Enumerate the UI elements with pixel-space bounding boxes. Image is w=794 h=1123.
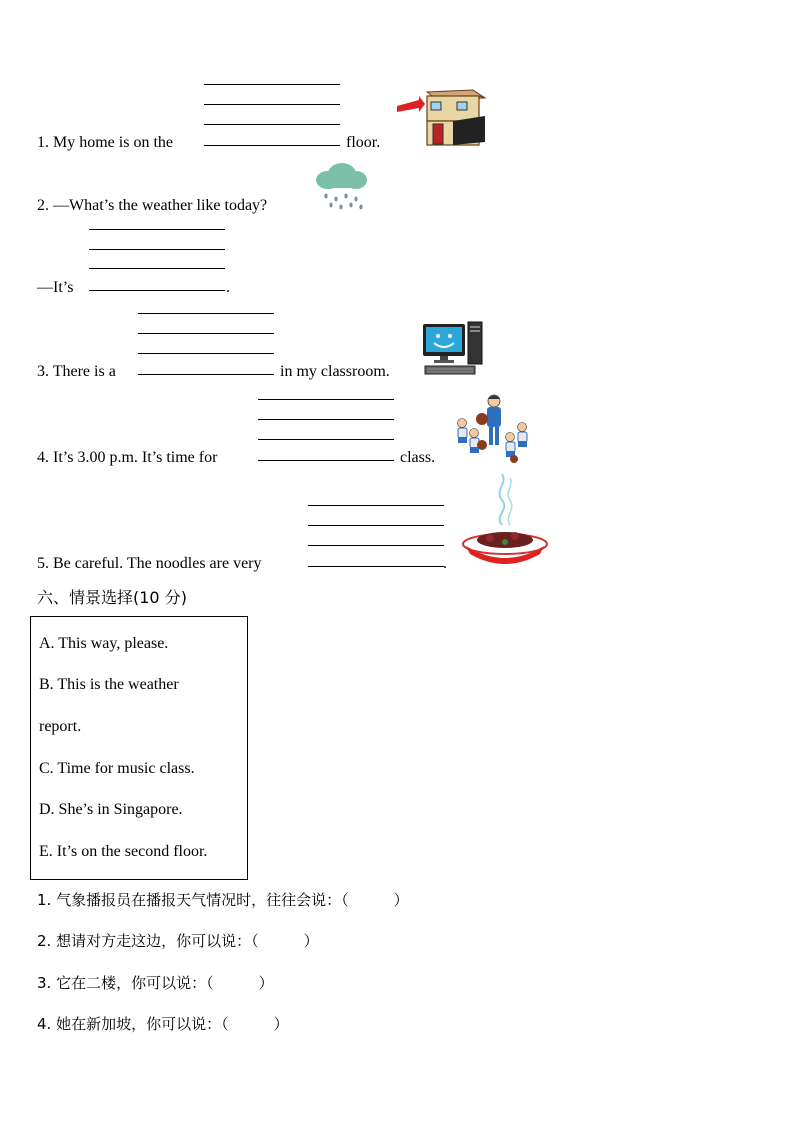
house-icon: [395, 86, 490, 148]
pe-class-icon: [452, 393, 532, 465]
writing-guide-line: [204, 124, 340, 125]
writing-guide-line: [138, 333, 274, 334]
writing-guide-line: [89, 268, 225, 269]
rain-cloud-icon: [314, 162, 368, 212]
noodles-icon: [460, 470, 550, 570]
writing-guide-line: [258, 439, 394, 440]
question-suffix: in my classroom.: [280, 363, 390, 380]
question-suffix: floor.: [346, 134, 381, 151]
option-b-continued: report.: [39, 718, 82, 735]
option-c: C. Time for music class.: [39, 760, 195, 777]
question-text: 1. My home is on the: [37, 134, 173, 151]
question-suffix: .: [443, 555, 447, 572]
question-text: 3. There is a: [37, 363, 116, 380]
answer-line[interactable]: [89, 290, 225, 291]
answer-line[interactable]: [258, 460, 394, 461]
option-b: B. This is the weather: [39, 676, 179, 693]
writing-guide-line: [258, 399, 394, 400]
section-title: 六、情景选择(10 分): [37, 588, 187, 607]
question-text: 4. It’s 3.00 p.m. It’s time for: [37, 449, 218, 466]
question-text: 2. —What’s the weather like today?: [37, 197, 268, 214]
option-e: E. It’s on the second floor.: [39, 843, 208, 860]
answer-line[interactable]: [204, 145, 340, 146]
question-suffix: class.: [400, 449, 436, 466]
writing-guide-line: [204, 104, 340, 105]
computer-icon: [421, 320, 485, 376]
answer-prefix: —It’s: [37, 279, 74, 296]
writing-guide-line: [308, 545, 444, 546]
writing-guide-line: [258, 419, 394, 420]
choice-question-1: 1. 气象播报员在播报天气情况时，往往会说：（ ）: [37, 891, 409, 909]
writing-guide-line: [89, 249, 225, 250]
writing-guide-line: [308, 505, 444, 506]
question-text: 5. Be careful. The noodles are very: [37, 555, 262, 572]
writing-guide-line: [89, 229, 225, 230]
option-d: D. She’s in Singapore.: [39, 801, 183, 818]
writing-guide-line: [138, 313, 274, 314]
choice-question-2: 2. 想请对方走这边，你可以说：（ ）: [37, 932, 319, 950]
option-a: A. This way, please.: [39, 635, 169, 652]
writing-guide-line: [138, 353, 274, 354]
answer-line[interactable]: [138, 374, 274, 375]
writing-guide-line: [204, 84, 340, 85]
choice-question-4: 4. 她在新加坡，你可以说：（ ）: [37, 1015, 289, 1033]
options-box: [30, 616, 248, 880]
answer-line[interactable]: [308, 566, 444, 567]
writing-guide-line: [308, 525, 444, 526]
question-suffix: .: [226, 279, 230, 296]
choice-question-3: 3. 它在二楼，你可以说：（ ）: [37, 974, 274, 992]
